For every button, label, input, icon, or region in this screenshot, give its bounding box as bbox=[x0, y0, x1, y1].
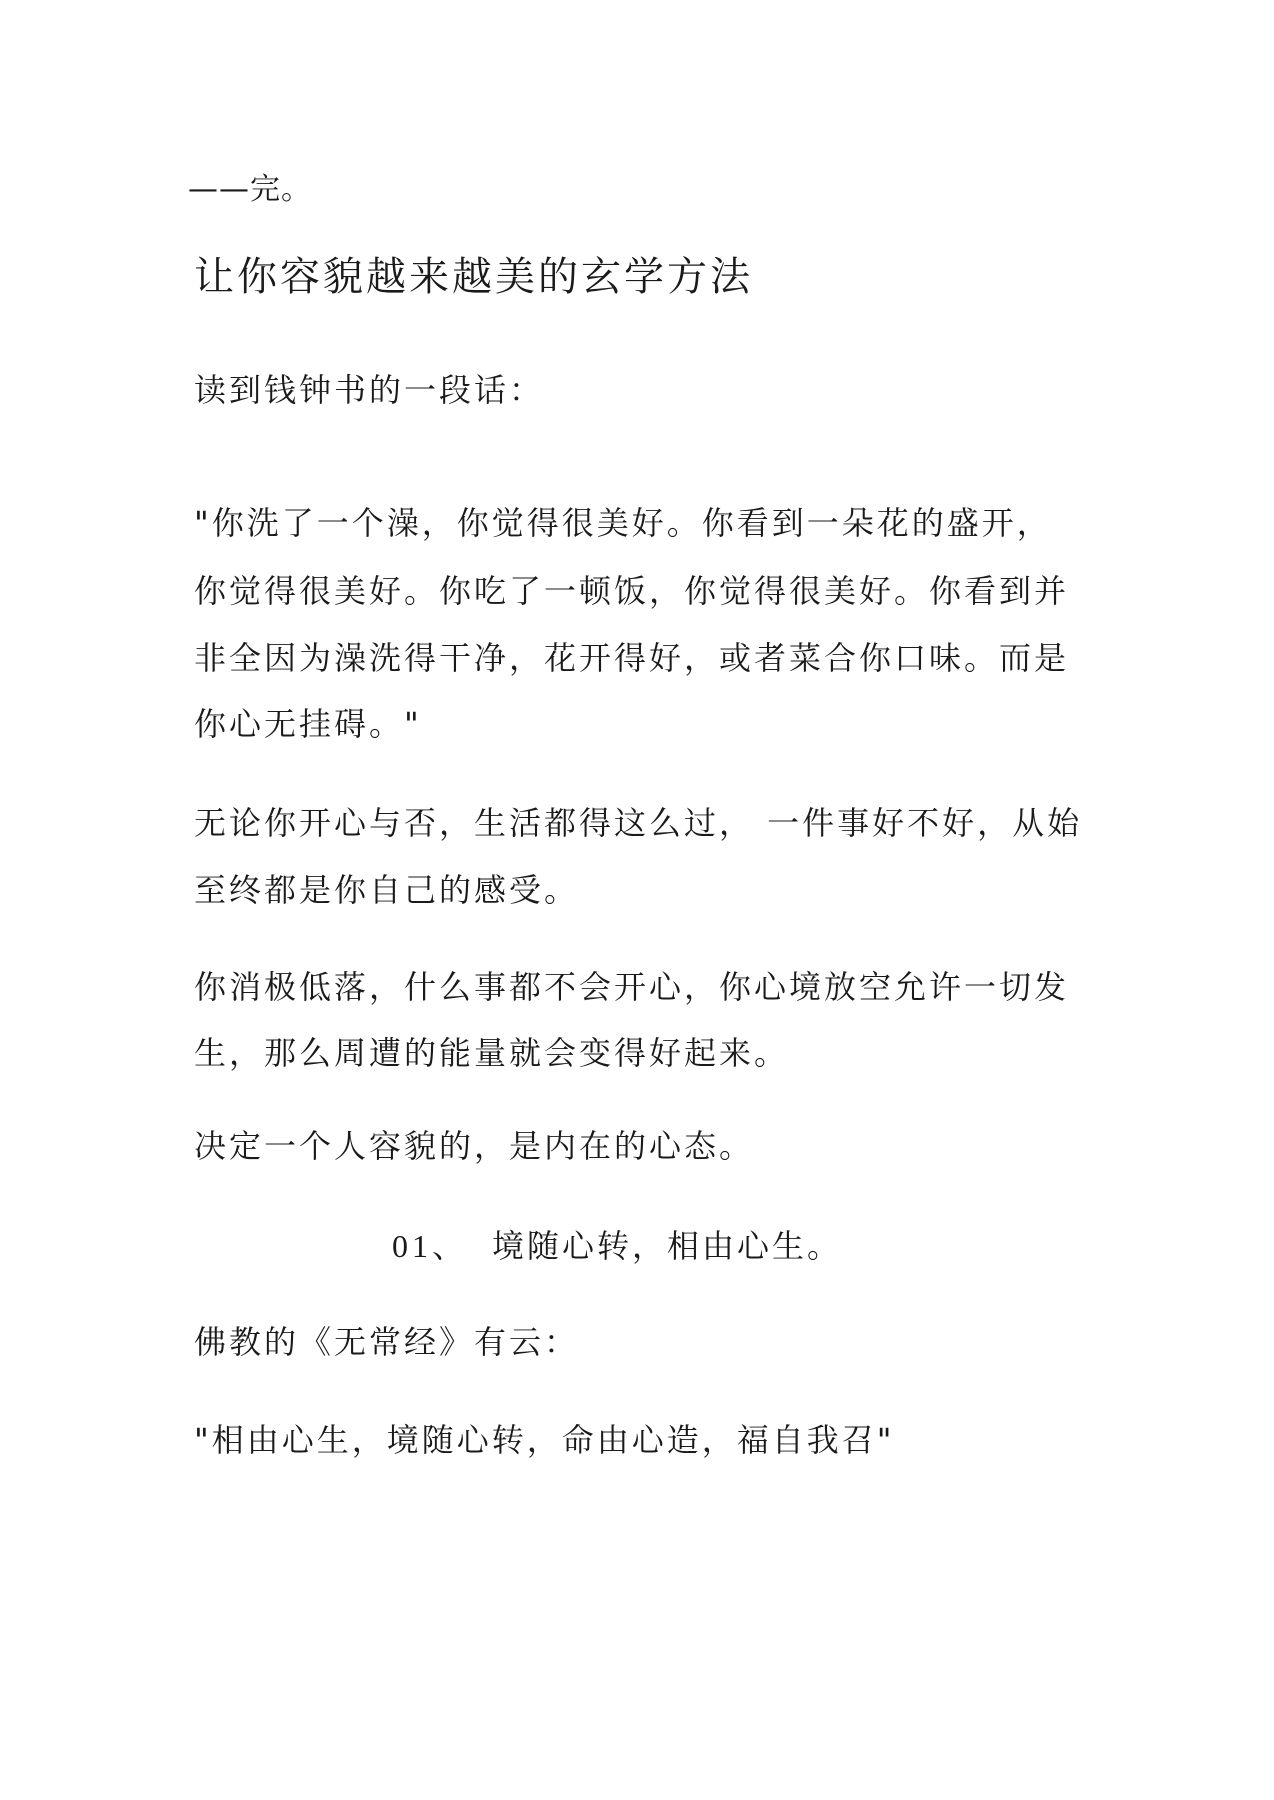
section-number: 01、 bbox=[392, 1228, 469, 1264]
quote-line: 你心无挂碍。" bbox=[194, 705, 422, 743]
section-title: 境随心转，相由心生。 bbox=[492, 1227, 843, 1265]
paragraph-mindset: 决定一个人容貌的，是内在的心态。 bbox=[194, 1127, 755, 1165]
article-title: 让你容貌越来越美的玄学方法 bbox=[194, 254, 753, 300]
paragraph-line: 至终都是你自己的感受。 bbox=[194, 871, 580, 909]
sutra-quote: "相由心生，境随心转，命由心造，福自我召" bbox=[194, 1421, 895, 1459]
quote-line: 非全因为澡洗得干净，花开得好，或者菜合你口味。而是 bbox=[194, 639, 1070, 677]
paragraph-line: 生，那么周遭的能量就会变得好起来。 bbox=[194, 1034, 790, 1072]
paragraph-sutra-intro: 佛教的《无常经》有云： bbox=[194, 1323, 580, 1361]
paragraph-line: 你消极低落，什么事都不会开心，你心境放空允许一切发 bbox=[194, 968, 1070, 1006]
quote-line: 你觉得很美好。你吃了一顿饭，你觉得很美好。你看到并 bbox=[194, 572, 1070, 610]
end-mark: ——完。 bbox=[188, 172, 312, 207]
intro-text: 读到钱钟书的一段话： bbox=[194, 371, 545, 409]
quote-line: "你洗了一个澡，你觉得很美好。你看到一朵花的盛开， bbox=[194, 504, 1052, 542]
section-heading-01 bbox=[392, 1226, 842, 1266]
paragraph-line: 无论你开心与否，生活都得这么过， 一件事好不好，从始 bbox=[194, 804, 1083, 842]
